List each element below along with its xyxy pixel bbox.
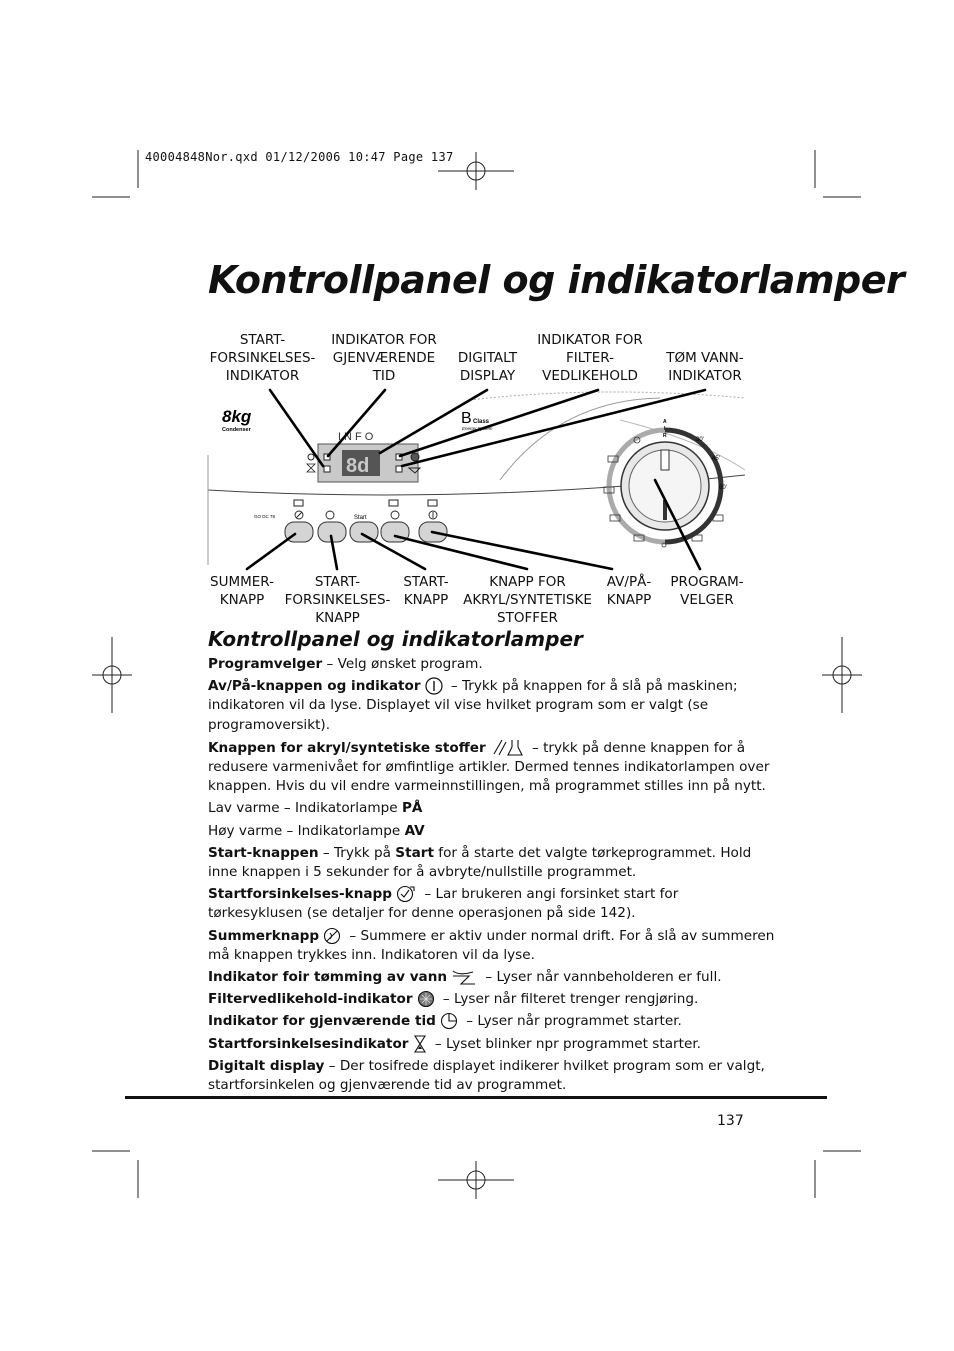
energy-class-letter: B: [461, 410, 472, 427]
program-dial: [604, 419, 727, 547]
label-tom-vann-indikator: TØM VANN- INDIKATOR: [666, 350, 744, 384]
hourglass-icon: [307, 464, 315, 472]
label-digitalt-display: DIGITALT DISPLAY: [457, 350, 518, 384]
capacity-logo: 8kg: [222, 407, 252, 426]
hourglass-icon: [413, 1035, 427, 1053]
buzzer-off-icon: [323, 927, 341, 945]
svg-text:45': 45': [712, 456, 720, 462]
display-value: 8d: [346, 455, 370, 477]
label-summer-knapp: SUMMER- KNAPP: [210, 574, 274, 608]
label-av-pa-knapp: AV/PÅ- KNAPP: [606, 574, 652, 608]
clock-icon: [308, 454, 314, 460]
energy-class-suffix: Class: [473, 419, 490, 425]
delay-start-icon: [396, 885, 416, 903]
svg-text:R: R: [663, 433, 667, 439]
paragraph-akryl: Knappen for akryl/syntetiske stoffer – trykk på denne knappen for å redusere varmenivået for ømfintlige artikler. Dermed tennes indikatorlampen over knappen. Hvis du vil endre varmeinnstillingen, må programmet stilles inn på nytt.: [208, 739, 770, 795]
label-akryl-knapp: KNAPP FOR AKRYL/SYNTETISKE STOFFER: [463, 574, 592, 626]
bottom-rule: [125, 1096, 827, 1099]
paragraph-startforsinkelsesindikator: Startforsinkelsesindikator – Lyset blinker npr programmet starter.: [208, 1035, 701, 1052]
page-number: 137: [717, 1113, 744, 1129]
water-tank-icon: [451, 968, 477, 986]
paragraph-hoy-varme: Høy varme – Indikatorlampe AV: [208, 822, 425, 839]
start-button: [350, 522, 378, 542]
svg-text:A: A: [663, 419, 667, 425]
svg-text:30': 30': [696, 437, 704, 443]
paragraph-digitalt-display: Digitalt display – Der tosifrede displayet indikerer hvilket program som er valgt, startforsinkelen og gjenværende tid av programmet.: [208, 1057, 765, 1094]
condenser-label: Condenser: [222, 427, 251, 433]
power-icon: [425, 677, 443, 695]
info-label: INFO: [338, 431, 377, 443]
paragraph-summer: Summerknapp – Summere er aktiv under normal drift. For å slå av summeren må knappen trykkes inn. Indikatoren vil da lyse.: [208, 927, 775, 963]
label-startforsinkelses-indikator: START- FORSINKELSES- INDIKATOR: [209, 332, 316, 384]
paragraph-lav-varme: Lav varme – Indikatorlampe PÅ: [208, 800, 423, 817]
section-subtitle: Kontrollpanel og indikatorlamper: [208, 627, 583, 651]
filter-icon: [417, 990, 435, 1008]
label-gjenvaerende-tid-indikator: INDIKATOR FOR GJENVÆRENDE TID: [331, 332, 437, 384]
svg-text:I: I: [664, 426, 666, 432]
control-panel-diagram: [0, 0, 954, 640]
energy-system-label: Energy System: [462, 426, 493, 431]
model-label: GO DC 78: [254, 514, 276, 519]
print-header: 40004848Nor.qxd 01/12/2006 10:47 Page 137: [145, 150, 454, 164]
label-filter-indikator: INDIKATOR FOR FILTER- VEDLIKEHOLD: [537, 332, 643, 384]
page-title: Kontrollpanel og indikatorlamper: [208, 258, 905, 302]
synthetic-icon: [490, 738, 524, 758]
delay-start-lamp: [324, 466, 330, 472]
svg-text:60': 60': [719, 485, 727, 491]
paragraph-programvelger: Programvelger – Velg ønsket program.: [208, 656, 483, 672]
paragraph-filter: Filtervedlikehold-indikator – Lyser når filteret trenger rengjøring.: [208, 991, 699, 1008]
filter-icon: [411, 453, 419, 461]
paragraph-tomming: Indikator foir tømming av vann – Lyser når vannbeholderen er full.: [208, 969, 722, 986]
label-startforsinkelses-knapp: START- FORSINKELSES- KNAPP: [284, 574, 391, 626]
clock-icon: [440, 1012, 458, 1030]
paragraph-start: Start-knappen – Trykk på Start for å starte det valgte tørkeprogrammet. Hold inne knappen i 5 sekunder for å avbryte/nullstille programmet.: [208, 844, 752, 881]
paragraph-startforsinkelse: Startforsinkelses-knapp – Lar brukeren angi forsinket start for tørkesyklusen (se detaljer for denne operasjonen på side 142).: [208, 886, 679, 922]
start-button-label: Start: [354, 515, 367, 521]
body-text: [208, 655, 776, 1098]
paragraph-av-pa: Av/På-knappen og indikator – Trykk på knappen for å slå på maskinen; indikatoren vil da lyse. Displayet vil vise hvilket program som er valgt (se programoversikt).: [208, 678, 738, 733]
label-start-knapp: START- KNAPP: [403, 574, 449, 608]
label-programvelger: PROGRAM- VELGER: [670, 574, 744, 608]
paragraph-gjenvaerende-tid: Indikator for gjenværende tid – Lyser når programmet starter.: [208, 1013, 682, 1030]
